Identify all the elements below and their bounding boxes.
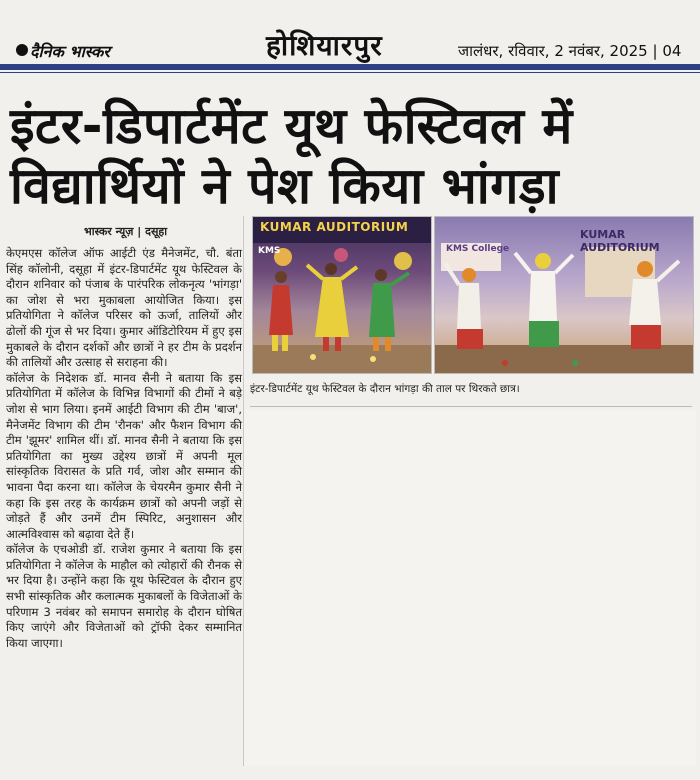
photo-banner-right: KUMAR AUDITORIUM xyxy=(580,228,660,254)
headline xyxy=(10,96,690,216)
photo-sign-right: KMS College xyxy=(446,244,510,254)
masthead-rule-thin xyxy=(0,72,700,73)
headline-line-2: विद्यार्थियों ने पेश किया भांगड़ा xyxy=(10,157,560,215)
headline-line-1: इंटर-डिपार्टमेंट यूथ फेस्टिवल में xyxy=(10,97,573,155)
blank-column-area xyxy=(244,410,696,766)
dancers-illustration-left xyxy=(253,217,431,373)
dateline: जालंधर, रविवार, 2 नवंबर, 2025 | 04 xyxy=(458,42,682,60)
newspaper-brand: दैनिक भास्कर xyxy=(30,42,110,61)
byline: भास्कर न्यूज़ | दसूहा xyxy=(84,225,168,238)
caption-rule xyxy=(250,406,692,407)
paragraph-1: केएमएस कॉलेज ऑफ आईटी एंड मैनेजमेंट, चौ. बंता सिंह कॉलोनी, दसूहा में इंटर-डिपार्टमेंट यूथ फेस्टिवल के दौरान शनिवार को पंजाब के पारंपरिक लोकनृत्य 'भांगड़ा' का जोश से भरा मुकाबला आयोजित किया। इस प्रतियोगिता ने कॉलेज परिसर को ऊर्जा, तालियों और ढोलों की गूंज से भर दिया। कुमार ऑडिटोरियम में हुए इस मुकाबले के दौरान दर्शकों और छात्रों ने हर टीम के प्रदर्शन की तालियों और उत्साह से सराहना की। xyxy=(6,246,242,370)
masthead xyxy=(0,0,700,72)
paragraph-3: कॉलेज के एचओडी डॉ. राजेश कुमार ने बताया कि इस प्रतियोगिता ने कॉलेज के माहौल को त्योहारों की रौनक से भर दिया है। उन्होंने कहा कि यूथ फेस्टिवल के दौरान हुए सभी सांस्कृतिक और कलात्मक मुकाबलों के विजेताओं के परिणाम 3 नवंबर को समापन समारोह के दौरान घोषित किए जाएंगे और विजेताओं को ट्रॉफी देकर सम्मानित किया जाएगा। xyxy=(6,542,242,650)
photo-sign-left: KMS xyxy=(258,246,281,256)
brand-logo-icon xyxy=(16,44,28,56)
masthead-rule xyxy=(0,64,700,70)
photo-caption: इंटर-डिपार्टमेंट यूथ फेस्टिवल के दौरान भांगड़ा की ताल पर थिरकते छात्र। xyxy=(250,383,520,395)
photo-banner-left: KUMAR AUDITORIUM xyxy=(260,220,409,234)
article-body xyxy=(6,246,242,651)
paragraph-2: कॉलेज के निदेशक डॉ. मानव सैनी ने बताया कि इस प्रतियोगिता में कॉलेज के विभिन्न विभागों की टीमों ने बड़े जोश से भाग लिया। इनमें आईटी विभाग की टीम 'बाज', मैनेजमेंट विभाग की टीम 'रौनक' और फैशन विभाग की टीम 'झूमर' शामिल थीं। डॉ. मानव सैनी ने बताया कि इस प्रतियोगिता का मुख्य उद्देश्य छात्रों में अपनी मूल सांस्कृतिक विरासत के प्रति गर्व, जोश और सम्मान की भावना पैदा करना था। कॉलेज के चेयरमैन कुमार सैनी ने कहा कि इस तरह के कार्यक्रम छात्रों को अपनी जड़ों से जोड़ते हैं और उनमें टीम स्पिरिट, अनुशासन और आत्मविश्वास को बढ़ावा देते हैं। xyxy=(6,370,242,541)
photo-bhangra-left xyxy=(252,216,432,374)
edition-city: होशियारपुर xyxy=(266,29,383,62)
